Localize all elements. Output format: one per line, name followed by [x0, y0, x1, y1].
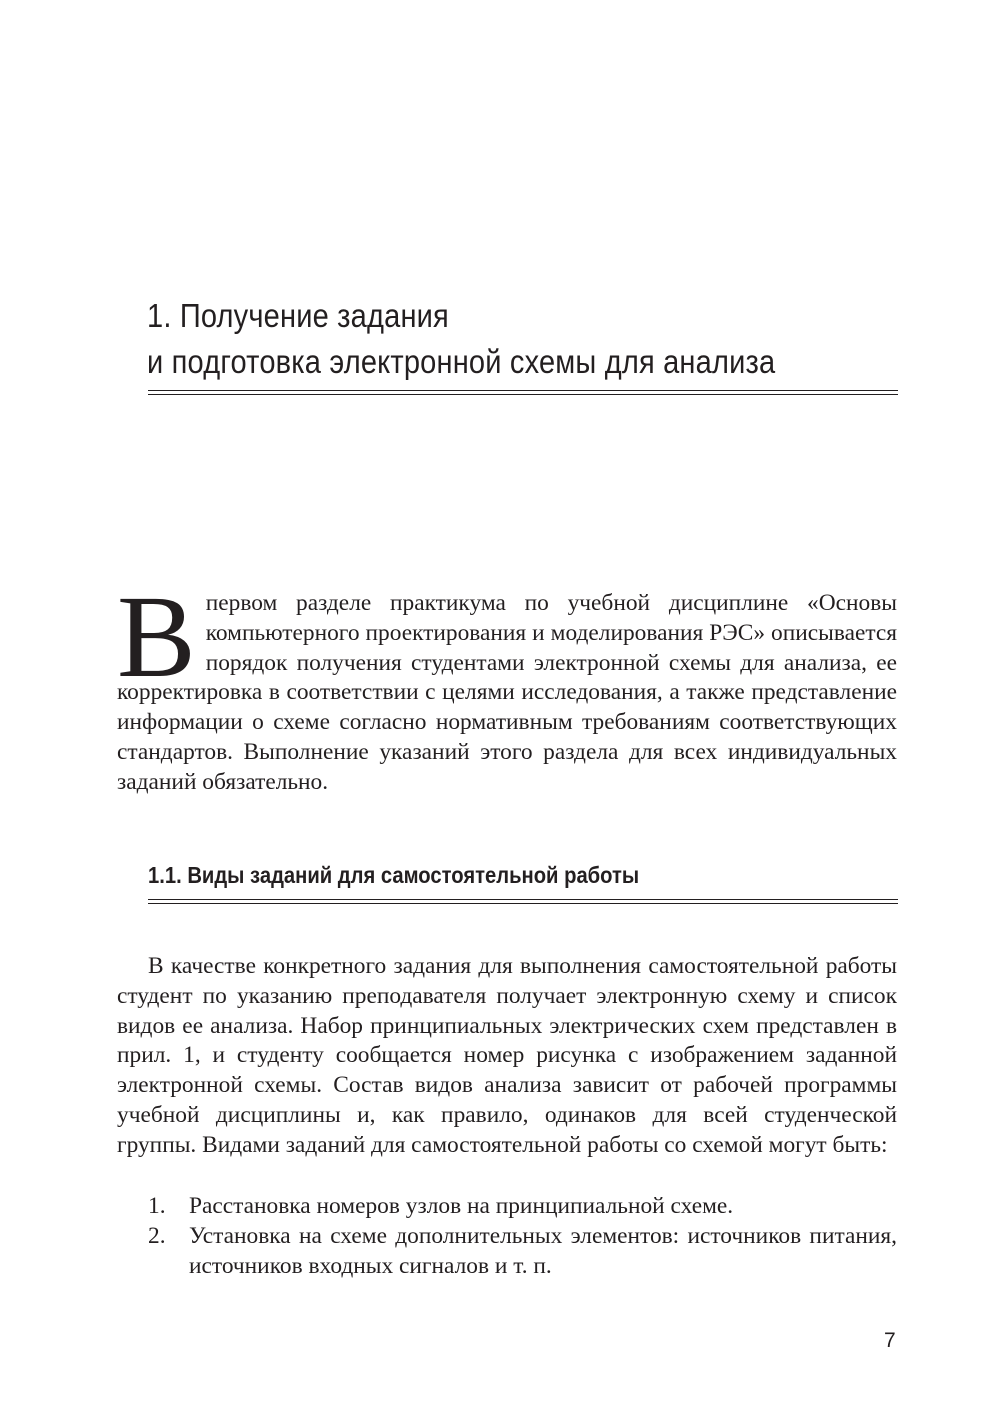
intro-text: первом разделе практикума по учебной дисциплине «Основы компьютерного проектирования и моделирования РЭС» описывается порядок получения студентами электронной схемы для анализа, ее корректировка в соответствии с целями исследования, а также представление информации о схеме согласно нормативным требованиям соответствующих стандартов. Выполнение указаний этого раздела для всех индивидуальных заданий обязательно.	[117, 590, 897, 795]
list-item-text: Установка на схеме дополнительных элементов: источников питания, источников входных сигналов и т. п.	[189, 1222, 897, 1279]
section-title: 1.1. Виды заданий для самостоятельной работы	[148, 862, 640, 888]
task-list	[117, 1192, 897, 1281]
drop-cap: В	[117, 571, 196, 702]
page-number: 7	[884, 1329, 896, 1352]
chapter-title	[147, 293, 816, 385]
list-item	[117, 1222, 897, 1282]
list-item-number: 1.	[148, 1193, 166, 1219]
list-item	[117, 1192, 897, 1222]
chapter-title-divider	[148, 390, 898, 395]
chapter-title-line-1: 1. Получение задания	[147, 297, 449, 334]
section-title-divider	[148, 899, 898, 904]
body-paragraph: В качестве конкретного задания для выполнения самостоятельной работы студент по указанию преподавателя получает электронную схему и список видов ее анализа. Набор принципиальных электрических схем представлен в прил. 1, и студенту сообщается номер рисунка с изображением заданной электронной схемы. Состав видов анализа зависит от рабочей программы учебной дисциплины и, как правило, одинаков для всей студенческой группы. Видами заданий для самостоятельной работы со схемой могут быть:	[117, 953, 897, 1158]
intro-paragraph	[117, 571, 897, 798]
chapter-title-line-2: и подготовка электронной схемы для анализа	[147, 343, 776, 380]
list-item-text: Расстановка номеров узлов на принципиальной схеме.	[189, 1193, 734, 1219]
list-item-number: 2.	[148, 1222, 166, 1249]
